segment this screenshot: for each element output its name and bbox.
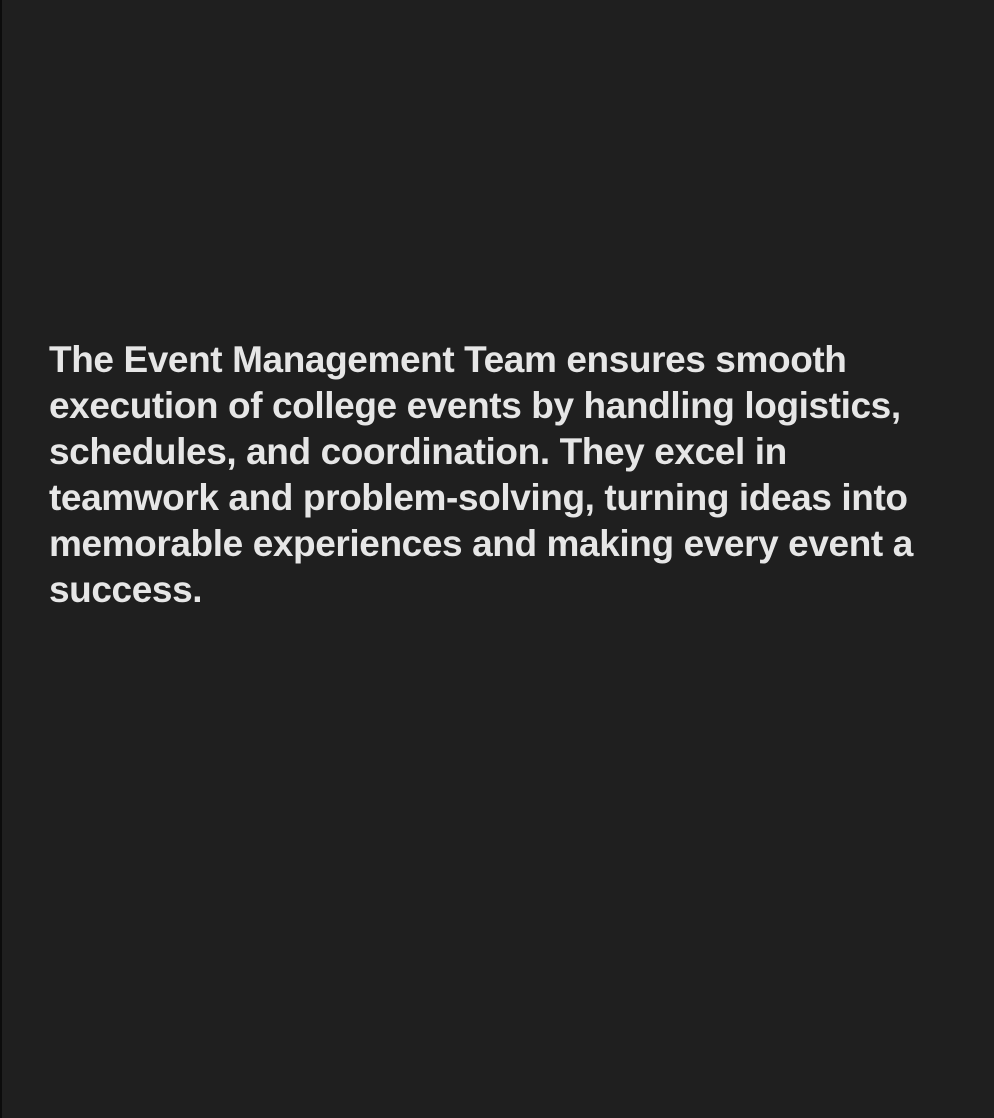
team-description-text: The Event Management Team ensures smooth execution of college events by handling logistics, schedules, and coordination. They excel in teamwork and problem-solving, turning ideas into memorable experiences and making every event a success.: [49, 339, 913, 610]
team-description-block: [49, 337, 954, 613]
window-left-edge: [0, 0, 2, 1118]
